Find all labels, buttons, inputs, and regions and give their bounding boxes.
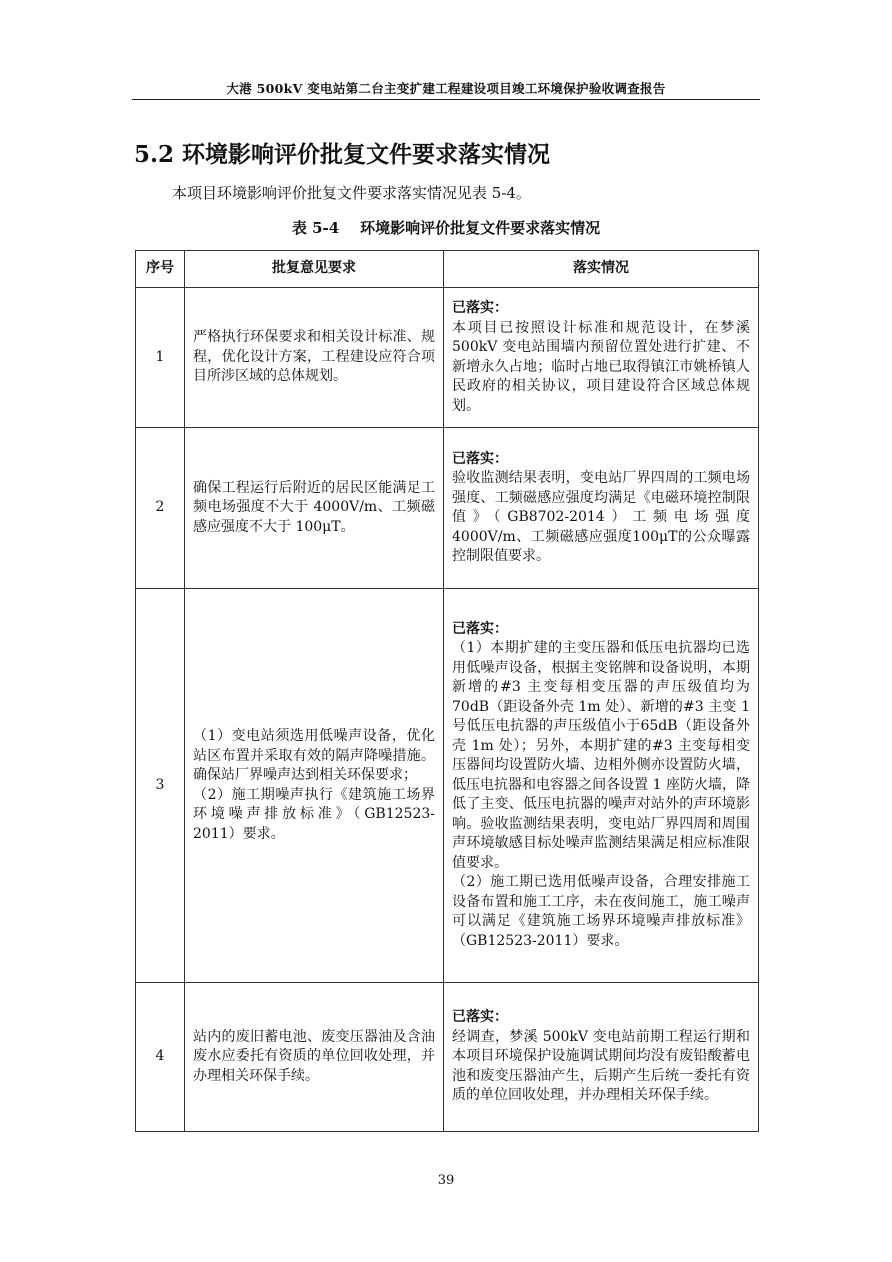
row-number: 4: [136, 983, 185, 1132]
implementation-cell: [444, 288, 759, 428]
requirement-item: （2）施工期噪声执行《建筑施工场界环境噪声排放标准》（GB12523-2011）要求。: [193, 786, 435, 842]
page-number: 39: [437, 1173, 455, 1188]
table-caption: 表 5-4 环境影响评价批复文件要求落实情况: [291, 219, 601, 237]
section-title: 5.2 环境影响评价批复文件要求落实情况: [134, 141, 551, 168]
status-label: 已落实：: [452, 1009, 508, 1026]
status-label: 已落实：: [452, 450, 508, 467]
implementation-cell: [444, 589, 759, 983]
implementation-text: 验收监测结果表明，变电站厂界四周的工频电场强度、工频磁感应强度均满足《电磁环境控制限值》（GB8702-2014）工频电场强度 4000V/m、工频磁感应强度100μT的公众曝露控制限值要求。: [452, 470, 750, 564]
table-row: [136, 428, 759, 589]
column-header-requirement: 批复意见要求: [185, 251, 444, 288]
table-header-row: [136, 251, 759, 288]
intro-paragraph: 本项目环境影响评价批复文件要求落实情况见表 5-4。: [172, 184, 531, 202]
status-label: 已落实：: [452, 300, 508, 316]
implementation-cell: [444, 983, 759, 1132]
implementation-item: （1）本期扩建的主变压器和低压电抗器均已选用低噪声设备，根据主变铭牌和设备说明，本期新增的#3 主变每相变压器的声压级值均为 70dB（距设备外壳 1m 处）、新增的#3 主变 1 号低压电抗器的声压级值小于65dB（距设备外壳 1m 处）；另外，本期扩建的#3 主变每相变压器间均设置防火墙、边相外侧亦设置防火墙，低压电抗器和电容器之间各设置 1 座防火墙，降低了主变、低压电抗器的噪声对站外的声环境影响。验收监测结果表明，变电站厂界四周和周围声环境敏感目标处噪声监测结果满足相应标准限值要求。: [452, 640, 750, 871]
requirement-cell: 站内的废旧蓄电池、废变压器油及含油废水应委托有资质的单位回收处理，并办理相关环保手续。: [185, 983, 444, 1132]
table-row: [136, 983, 759, 1132]
requirement-cell: 严格执行环保要求和相关设计标准、规程，优化设计方案，工程建设应符合项目所涉区域的总体规划。: [185, 288, 444, 428]
row-number: 1: [136, 288, 185, 428]
requirement-cell: [185, 589, 444, 983]
header-divider: [132, 99, 760, 100]
status-label: 已落实：: [452, 620, 508, 637]
table-row: [136, 589, 759, 983]
column-header-number: 序号: [136, 251, 185, 288]
implementation-text: 经调查，梦溪 500kV 变电站前期工程运行期和本项目环境保护设施调试期间均没有废铅酸蓄电池和废变压器油产生，后期产生后统一委托有资质的单位回收处理，并办理相关环保手续。: [452, 1028, 750, 1104]
implementation-item: （2）施工期已选用低噪声设备，合理安排施工设备布置和施工工序，未在夜间施工，施工噪声可以满足《建筑施工场界环境噪声排放标准》（GB12523-2011）要求。: [452, 874, 750, 949]
requirements-table: [135, 250, 759, 1132]
requirement-item: （1）变电站须选用低噪声设备，优化站区布置并采取有效的隔声降噪措施。确保站厂界噪声达到相关环保要求；: [193, 728, 435, 783]
row-number: 2: [136, 428, 185, 589]
requirement-cell: 确保工程运行后附近的居民区能满足工频电场强度不大于 4000V/m、工频磁感应强度不大于 100μT。: [185, 428, 444, 589]
column-header-implementation: 落实情况: [444, 251, 759, 288]
implementation-cell: [444, 428, 759, 589]
table-row: [136, 288, 759, 428]
running-header: 大港 500kV 变电站第二台主变扩建工程建设项目竣工环境保护验收调查报告: [226, 81, 666, 96]
implementation-text: 本项目已按照设计标准和规范设计，在梦溪 500kV 变电站围墙内预留位置处进行扩建、不新增永久占地；临时占地已取得镇江市姚桥镇人民政府的相关协议，项目建设符合区域总体规划。: [452, 319, 750, 414]
row-number: 3: [136, 589, 185, 983]
